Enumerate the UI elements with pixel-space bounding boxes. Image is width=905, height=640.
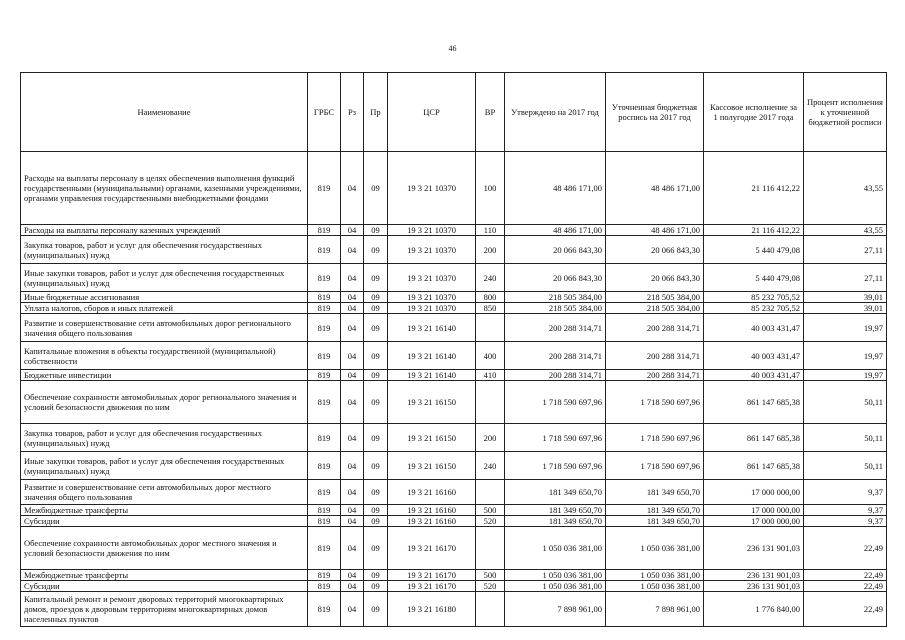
row-grbs: 819 <box>308 592 341 627</box>
row-percent: 22,49 <box>804 570 887 581</box>
row-vr: 200 <box>476 424 505 452</box>
row-pr: 09 <box>364 381 388 424</box>
row-vr: 240 <box>476 452 505 480</box>
row-percent: 22,49 <box>804 581 887 592</box>
row-grbs: 819 <box>308 314 341 342</box>
row-grbs: 819 <box>308 152 341 225</box>
page-number: 46 <box>448 44 457 53</box>
row-approved: 7 898 961,00 <box>505 592 606 627</box>
row-percent: 43,55 <box>804 152 887 225</box>
table-row <box>21 225 887 236</box>
row-pr: 09 <box>364 225 388 236</box>
row-percent: 9,37 <box>804 516 887 527</box>
row-vr: 410 <box>476 370 505 381</box>
row-pr: 09 <box>364 236 388 264</box>
row-rz: 04 <box>341 592 364 627</box>
table-row <box>21 581 887 592</box>
row-approved: 1 050 036 381,00 <box>505 527 606 570</box>
header-rz: Рз <box>341 73 364 152</box>
row-name: Бюджетные инвестиции <box>21 370 308 381</box>
row-vr <box>476 527 505 570</box>
row-name: Межбюджетные трансферты <box>21 570 308 581</box>
row-rz: 04 <box>341 516 364 527</box>
row-grbs: 819 <box>308 303 341 314</box>
row-refined: 181 349 650,70 <box>606 516 704 527</box>
row-vr <box>476 480 505 505</box>
row-grbs: 819 <box>308 370 341 381</box>
row-refined: 200 288 314,71 <box>606 342 704 370</box>
row-grbs: 819 <box>308 527 341 570</box>
row-grbs: 819 <box>308 236 341 264</box>
row-pr: 09 <box>364 292 388 303</box>
row-refined: 20 066 843,30 <box>606 236 704 264</box>
row-name: Обеспечение сохранности автомобильных дорог регионального значения и условий безопасности движения по ним <box>21 381 308 424</box>
row-grbs: 819 <box>308 480 341 505</box>
row-csr: 19 3 21 16140 <box>388 342 476 370</box>
row-grbs: 819 <box>308 424 341 452</box>
header-percent: Процент исполнения к уточненной бюджетной росписи <box>804 73 887 152</box>
row-name: Развитие и совершенствование сети автомобильных дорог местного значения общего пользования <box>21 480 308 505</box>
row-csr: 19 3 21 10370 <box>388 264 476 292</box>
row-csr: 19 3 21 16150 <box>388 452 476 480</box>
row-csr: 19 3 21 16160 <box>388 516 476 527</box>
row-refined: 1 050 036 381,00 <box>606 570 704 581</box>
row-csr: 19 3 21 10370 <box>388 292 476 303</box>
row-grbs: 819 <box>308 342 341 370</box>
row-name: Расходы на выплаты персоналу казенных учреждений <box>21 225 308 236</box>
row-pr: 09 <box>364 342 388 370</box>
row-pr: 09 <box>364 516 388 527</box>
row-name: Обеспечение сохранности автомобильных дорог местного значения и условий безопасности движения по ним <box>21 527 308 570</box>
row-cash: 236 131 901,03 <box>704 527 804 570</box>
row-rz: 04 <box>341 424 364 452</box>
row-vr <box>476 592 505 627</box>
row-pr: 09 <box>364 527 388 570</box>
table-row <box>21 236 887 264</box>
row-vr: 110 <box>476 225 505 236</box>
row-rz: 04 <box>341 292 364 303</box>
row-percent: 22,49 <box>804 592 887 627</box>
row-grbs: 819 <box>308 505 341 516</box>
row-rz: 04 <box>341 236 364 264</box>
row-grbs: 819 <box>308 570 341 581</box>
row-pr: 09 <box>364 505 388 516</box>
row-cash: 17 000 000,00 <box>704 480 804 505</box>
row-percent: 19,97 <box>804 314 887 342</box>
row-percent: 9,37 <box>804 505 887 516</box>
row-percent: 39,01 <box>804 292 887 303</box>
header-name: Наименование <box>21 73 308 152</box>
row-cash: 861 147 685,38 <box>704 424 804 452</box>
table-row <box>21 370 887 381</box>
row-percent: 39,01 <box>804 303 887 314</box>
row-approved: 1 050 036 381,00 <box>505 570 606 581</box>
row-csr: 19 3 21 10370 <box>388 225 476 236</box>
row-csr: 19 3 21 16180 <box>388 592 476 627</box>
row-cash: 40 003 431,47 <box>704 314 804 342</box>
row-approved: 20 066 843,30 <box>505 264 606 292</box>
row-grbs: 819 <box>308 516 341 527</box>
row-rz: 04 <box>341 381 364 424</box>
row-approved: 48 486 171,00 <box>505 225 606 236</box>
row-name: Субсидии <box>21 581 308 592</box>
row-cash: 85 232 705,52 <box>704 292 804 303</box>
row-vr <box>476 381 505 424</box>
budget-table <box>20 72 887 627</box>
header-pr: Пр <box>364 73 388 152</box>
table-row <box>21 452 887 480</box>
table-row <box>21 505 887 516</box>
table-row <box>21 592 887 627</box>
table-row <box>21 314 887 342</box>
row-refined: 200 288 314,71 <box>606 314 704 342</box>
row-name: Развитие и совершенствование сети автомобильных дорог регионального значения общего пользования <box>21 314 308 342</box>
row-approved: 218 505 384,00 <box>505 292 606 303</box>
row-vr: 800 <box>476 292 505 303</box>
row-vr: 520 <box>476 516 505 527</box>
table-row <box>21 381 887 424</box>
row-refined: 1 718 590 697,96 <box>606 452 704 480</box>
row-grbs: 819 <box>308 581 341 592</box>
row-refined: 181 349 650,70 <box>606 480 704 505</box>
row-refined: 48 486 171,00 <box>606 225 704 236</box>
row-vr: 240 <box>476 264 505 292</box>
row-cash: 17 000 000,00 <box>704 516 804 527</box>
header-csr: ЦСР <box>388 73 476 152</box>
row-cash: 5 440 479,08 <box>704 264 804 292</box>
row-csr: 19 3 21 10370 <box>388 152 476 225</box>
row-name: Капитальные вложения в объекты государственной (муниципальной) собственности <box>21 342 308 370</box>
row-cash: 236 131 901,03 <box>704 581 804 592</box>
header-cash: Кассовое исполнение за 1 полугодие 2017 года <box>704 73 804 152</box>
row-approved: 181 349 650,70 <box>505 480 606 505</box>
row-csr: 19 3 21 16170 <box>388 570 476 581</box>
row-name: Закупка товаров, работ и услуг для обеспечения государственных (муниципальных) нужд <box>21 236 308 264</box>
row-name: Иные закупки товаров, работ и услуг для обеспечения государственных (муниципальных) нужд <box>21 264 308 292</box>
table-row <box>21 480 887 505</box>
row-pr: 09 <box>364 370 388 381</box>
header-vr: ВР <box>476 73 505 152</box>
row-cash: 5 440 479,08 <box>704 236 804 264</box>
row-rz: 04 <box>341 452 364 480</box>
header-grbs: ГРБС <box>308 73 341 152</box>
row-cash: 40 003 431,47 <box>704 370 804 381</box>
row-rz: 04 <box>341 370 364 381</box>
row-refined: 1 050 036 381,00 <box>606 527 704 570</box>
row-vr: 500 <box>476 505 505 516</box>
row-cash: 40 003 431,47 <box>704 342 804 370</box>
row-cash: 236 131 901,03 <box>704 570 804 581</box>
row-refined: 1 718 590 697,96 <box>606 424 704 452</box>
row-grbs: 819 <box>308 264 341 292</box>
table-row <box>21 527 887 570</box>
row-refined: 218 505 384,00 <box>606 303 704 314</box>
row-approved: 200 288 314,71 <box>505 314 606 342</box>
header-refined: Уточненная бюджетная роспись на 2017 год <box>606 73 704 152</box>
row-approved: 20 066 843,30 <box>505 236 606 264</box>
row-vr: 400 <box>476 342 505 370</box>
row-rz: 04 <box>341 480 364 505</box>
row-pr: 09 <box>364 592 388 627</box>
row-csr: 19 3 21 16140 <box>388 314 476 342</box>
row-csr: 19 3 21 16170 <box>388 527 476 570</box>
row-rz: 04 <box>341 152 364 225</box>
row-rz: 04 <box>341 314 364 342</box>
row-csr: 19 3 21 16160 <box>388 505 476 516</box>
row-csr: 19 3 21 16170 <box>388 581 476 592</box>
row-approved: 1 718 590 697,96 <box>505 381 606 424</box>
table-row <box>21 303 887 314</box>
row-refined: 1 718 590 697,96 <box>606 381 704 424</box>
row-cash: 17 000 000,00 <box>704 505 804 516</box>
row-rz: 04 <box>341 570 364 581</box>
row-pr: 09 <box>364 452 388 480</box>
row-approved: 1 718 590 697,96 <box>505 424 606 452</box>
row-percent: 9,37 <box>804 480 887 505</box>
row-csr: 19 3 21 10370 <box>388 303 476 314</box>
row-name: Капитальный ремонт и ремонт дворовых территорий многоквартирных домов, проездов к дворовым территориям многоквартирных домов населенных пунктов <box>21 592 308 627</box>
row-rz: 04 <box>341 264 364 292</box>
row-vr: 850 <box>476 303 505 314</box>
row-name: Расходы на выплаты персоналу в целях обеспечения выполнения функций государственными (муниципальными) органами, казенными учреждениями, органами управления государственными внебюджетными фондами <box>21 152 308 225</box>
row-percent: 43,55 <box>804 225 887 236</box>
row-percent: 50,11 <box>804 424 887 452</box>
row-percent: 50,11 <box>804 452 887 480</box>
row-percent: 27,11 <box>804 236 887 264</box>
row-name: Иные бюджетные ассигнования <box>21 292 308 303</box>
row-refined: 48 486 171,00 <box>606 152 704 225</box>
table-header-row <box>21 73 887 152</box>
row-approved: 1 718 590 697,96 <box>505 452 606 480</box>
row-cash: 861 147 685,38 <box>704 381 804 424</box>
row-name: Иные закупки товаров, работ и услуг для обеспечения государственных (муниципальных) нужд <box>21 452 308 480</box>
row-pr: 09 <box>364 480 388 505</box>
row-approved: 48 486 171,00 <box>505 152 606 225</box>
row-percent: 27,11 <box>804 264 887 292</box>
row-cash: 1 776 840,00 <box>704 592 804 627</box>
row-name: Межбюджетные трансферты <box>21 505 308 516</box>
row-rz: 04 <box>341 527 364 570</box>
row-approved: 218 505 384,00 <box>505 303 606 314</box>
row-cash: 861 147 685,38 <box>704 452 804 480</box>
row-pr: 09 <box>364 314 388 342</box>
row-name: Уплата налогов, сборов и иных платежей <box>21 303 308 314</box>
row-csr: 19 3 21 16140 <box>388 370 476 381</box>
row-rz: 04 <box>341 505 364 516</box>
table-row <box>21 292 887 303</box>
row-rz: 04 <box>341 225 364 236</box>
row-refined: 218 505 384,00 <box>606 292 704 303</box>
row-csr: 19 3 21 16150 <box>388 424 476 452</box>
table-row <box>21 570 887 581</box>
row-refined: 7 898 961,00 <box>606 592 704 627</box>
row-approved: 1 050 036 381,00 <box>505 581 606 592</box>
row-approved: 181 349 650,70 <box>505 516 606 527</box>
row-approved: 181 349 650,70 <box>505 505 606 516</box>
row-refined: 181 349 650,70 <box>606 505 704 516</box>
row-grbs: 819 <box>308 381 341 424</box>
row-pr: 09 <box>364 303 388 314</box>
row-pr: 09 <box>364 570 388 581</box>
row-grbs: 819 <box>308 452 341 480</box>
row-grbs: 819 <box>308 225 341 236</box>
row-percent: 50,11 <box>804 381 887 424</box>
header-approved: Утверждено на 2017 год <box>505 73 606 152</box>
table-row <box>21 152 887 225</box>
row-percent: 19,97 <box>804 370 887 381</box>
row-name: Закупка товаров, работ и услуг для обеспечения государственных (муниципальных) нужд <box>21 424 308 452</box>
row-rz: 04 <box>341 581 364 592</box>
row-cash: 85 232 705,52 <box>704 303 804 314</box>
table-row <box>21 516 887 527</box>
row-refined: 20 066 843,30 <box>606 264 704 292</box>
table-row <box>21 424 887 452</box>
row-approved: 200 288 314,71 <box>505 342 606 370</box>
row-csr: 19 3 21 10370 <box>388 236 476 264</box>
row-approved: 200 288 314,71 <box>505 370 606 381</box>
row-rz: 04 <box>341 342 364 370</box>
row-pr: 09 <box>364 424 388 452</box>
row-vr: 100 <box>476 152 505 225</box>
row-percent: 22,49 <box>804 527 887 570</box>
row-vr: 200 <box>476 236 505 264</box>
table-row <box>21 342 887 370</box>
row-vr: 520 <box>476 581 505 592</box>
row-vr: 500 <box>476 570 505 581</box>
row-pr: 09 <box>364 581 388 592</box>
row-name: Субсидии <box>21 516 308 527</box>
row-vr <box>476 314 505 342</box>
row-rz: 04 <box>341 303 364 314</box>
row-refined: 200 288 314,71 <box>606 370 704 381</box>
row-cash: 21 116 412,22 <box>704 152 804 225</box>
row-percent: 19,97 <box>804 342 887 370</box>
row-pr: 09 <box>364 152 388 225</box>
table-row <box>21 264 887 292</box>
row-csr: 19 3 21 16160 <box>388 480 476 505</box>
row-cash: 21 116 412,22 <box>704 225 804 236</box>
row-grbs: 819 <box>308 292 341 303</box>
row-csr: 19 3 21 16150 <box>388 381 476 424</box>
row-pr: 09 <box>364 264 388 292</box>
row-refined: 1 050 036 381,00 <box>606 581 704 592</box>
